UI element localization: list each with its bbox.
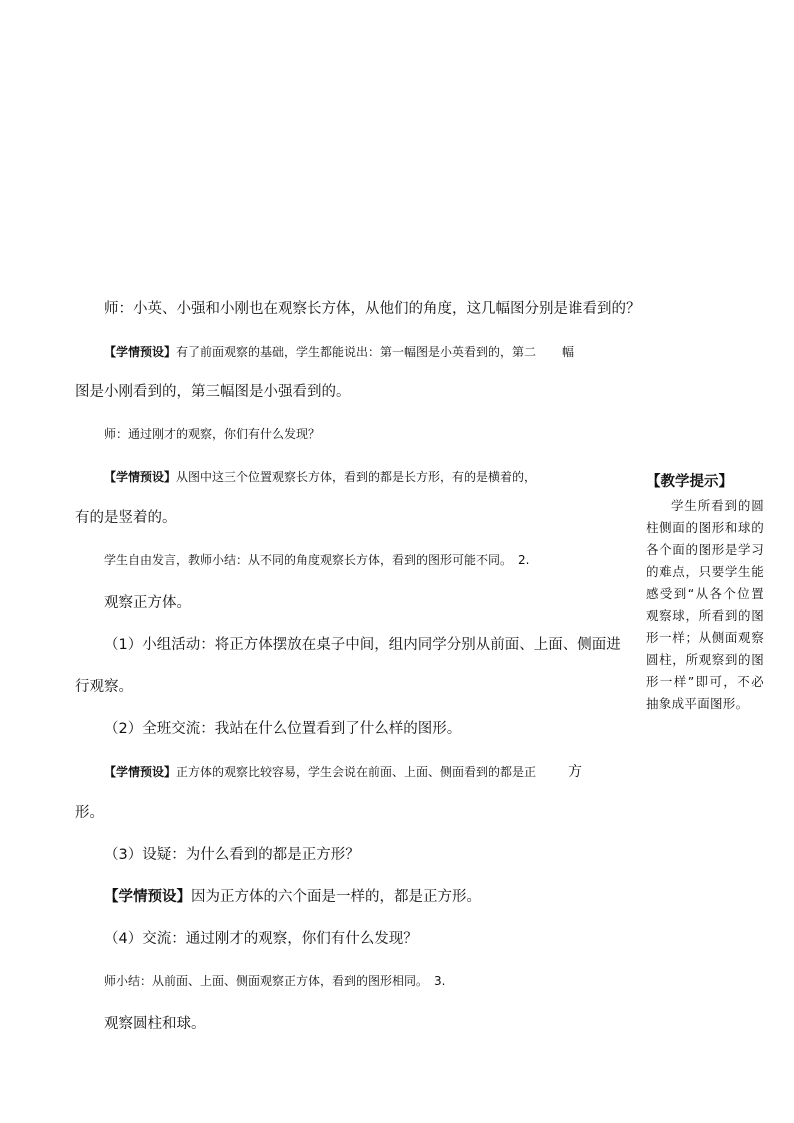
prediction-text: 有了前面观察的基础，学生都能说出：第一幅图是小英看到的，第二 — [176, 345, 537, 359]
prediction-text: 从图中这三个位置观察长方体，看到的都是长方形，有的是横着的， — [176, 470, 537, 484]
sidebar-title: 【教学提示】 — [646, 474, 733, 490]
prediction-text: 正方体的观察比较容易，学生会说在前面、上面、侧面看到的都是正 — [176, 765, 537, 779]
question-why-square: （3）设疑：为什么看到的都是正方形？ — [104, 847, 360, 863]
sidebar-body: 学生所看到的圆柱侧面的图形和球的各个面的图形是学习的难点，只要学生能感受到“从各个位置观察球，所看到的图形一样；从侧面观察圆柱，所观察到的图形一样”即可，不必抽象成平面图形。 — [646, 498, 764, 711]
prediction-tag: 【学情预设】 — [104, 889, 191, 905]
prediction-1-line-2: 图是小刚看到的，第三幅图是小强看到的。 — [75, 384, 351, 400]
prediction-text: 因为正方体的六个面是一样的，都是正方形。 — [191, 889, 481, 905]
prediction-2-line-2: 有的是竖着的。 — [75, 510, 177, 526]
teacher-discovery-question: 师：通过刚才的观察，你们有什么发现？ — [104, 427, 321, 441]
teacher-summary-2: 师小结：从前面、上面、侧面观察正方体，看到的图形相同。 3. — [104, 974, 446, 988]
prediction-3-line-2: 形。 — [75, 805, 104, 821]
prediction-tag: 【学情预设】 — [104, 345, 177, 359]
exchange-discovery: （4）交流：通过刚才的观察，你们有什么发现？ — [104, 931, 418, 947]
group-activity-line-1: （1）小组活动：将正方体摆放在桌子中间，组内同学分别从前面、上面、侧面进 — [104, 637, 621, 653]
prediction-text: 方 — [568, 764, 583, 780]
prediction-text: 幅 — [562, 345, 575, 359]
teaching-tip-sidebar — [646, 473, 764, 715]
teacher-question: 师：小英、小强和小刚也在观察长方体，从他们的角度，这几幅图分别是谁看到的？ — [104, 301, 641, 317]
section-heading-cylinder-sphere: 观察圆柱和球。 — [104, 1016, 206, 1032]
teacher-summary-1: 学生自由发言，教师小结：从不同的角度观察长方体，看到的图形可能不同。 2. — [104, 553, 530, 567]
prediction-4 — [104, 890, 481, 905]
prediction-3-line-1 — [104, 765, 582, 779]
prediction-tag: 【学情预设】 — [104, 765, 177, 779]
section-heading-cube: 观察正方体。 — [104, 595, 191, 611]
class-exchange: （2）全班交流：我站在什么位置看到了什么样的图形。 — [104, 721, 462, 737]
prediction-tag: 【学情预设】 — [104, 470, 177, 484]
group-activity-line-2: 行观察。 — [75, 679, 133, 695]
prediction-2-line-1 — [104, 471, 536, 483]
prediction-1-line-1 — [104, 346, 574, 358]
